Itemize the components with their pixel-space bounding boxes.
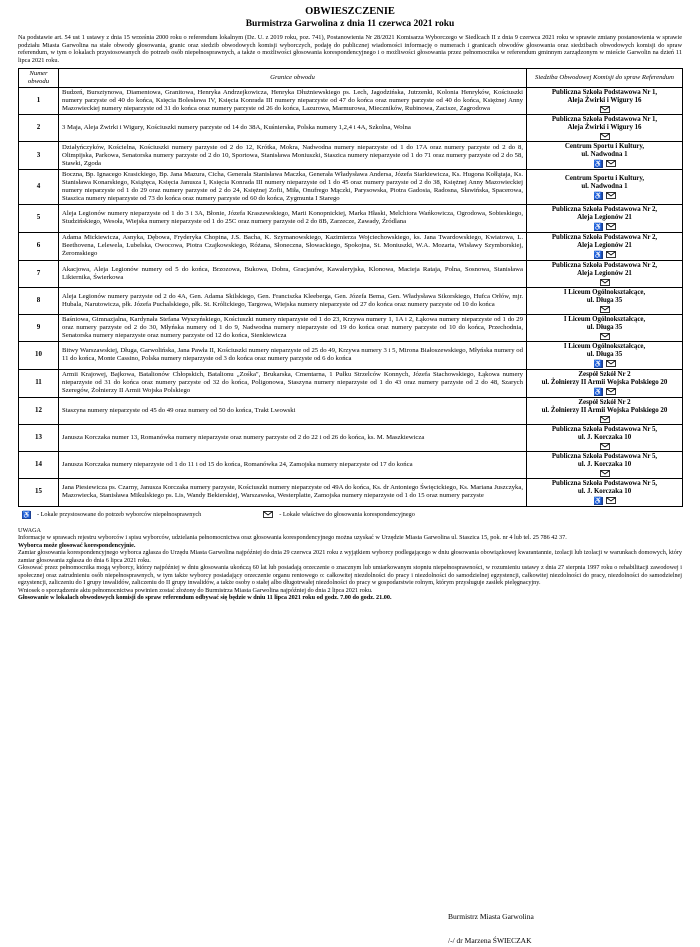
seat-name: I Liceum Ogólnokształcące,: [563, 315, 646, 323]
envelope-icon: [606, 223, 616, 230]
seat-name: I Liceum Ogólnokształcące,: [563, 288, 646, 296]
table-row: [19, 204, 683, 232]
wheelchair-icon: ♿: [593, 250, 603, 259]
seat-address: Aleja Legionów 21: [577, 241, 632, 249]
seat-name: Publiczna Szkoła Podstawowa Nr 5,: [551, 479, 658, 487]
seat-address: ul. J. Korczaka 10: [577, 433, 632, 441]
district-number: 14: [19, 451, 59, 478]
seat-address: ul. Żołnierzy II Armii Wojska Polskiego 20: [541, 378, 668, 386]
seat-name: Publiczna Szkoła Podstawowa Nr 2,: [551, 261, 658, 269]
envelope-icon: [606, 192, 616, 199]
table-header-row: [19, 69, 683, 88]
district-seat: [527, 369, 683, 397]
district-borders: Bitwy Warszawskiej, Długa, Garwolińska, Jana Pawła II, Kościuszki numery nieparzyste od 25 do 49, Krzywa numery 3 i 5, Mirona Białoszewskiego, Młyńska numery od 11 do końca, Monte Cassino, Polska numery nieparzyste od 3 do końca oraz numery parzyste od 6 do końca: [59, 341, 527, 369]
envelope-icon: [600, 106, 610, 113]
notes-proxy: Głosować przez pełnomocnika mogą wyborcy, którzy najpóźniej w dniu głosowania ukończą 60 lat lub posiadają orzeczenie o znacznym lub umiarkowanym stopniu niepełnosprawności, w rozumieniu ustawy z dnia 27 sierpnia 1997 roku o rehabilitacji zawodowej i społecznej oraz zatrudnieniu osób niepełnosprawnych, w tym także wyborcy posiadający orzeczenie organu rentowego o: całkowitej niezdolności do pracy i niezdolności do samodzielnej egzystencji, całkowitej niezdolności do pracy, niezdolności do samodzielnej egzystencji, zaliczeniu do I grupy inwalidów, zaliczeniu do II grupy inwalidów, a także osoby o stałej albo długotrwałej niezdolności do pracy w gospodarstwie rolnym, którym przysługuje zasiłek pielęgnacyjny.: [18, 564, 682, 587]
district-seat: [527, 88, 683, 115]
district-borders: Baśniowa, Gimnazjalna, Kardynała Stefana Wyszyńskiego, Kościuszki numery nieparzyste od 1 do 23, Krzywa numery 1, 1A i 2, Łąkowa numery nieparzyste od 1 do 29 oraz numery parzyste od 2 do 30, Młyńska numery od 1 do 9, Nadwodna numery nieparzyste od 19 do końca oraz numery parzyste od 10 do końca, Przechodnia, Senatorska numery nieparzyste oraz numery parzyste od 12 do końca, Sienkiewicza: [59, 314, 527, 341]
district-seat: [527, 397, 683, 424]
district-number: 7: [19, 260, 59, 287]
table-row: [19, 142, 683, 170]
table-row: [19, 232, 683, 260]
seat-address: Aleja Żwirki i Wigury 16: [567, 124, 642, 132]
legend-postal: - Lokale właściwe do głosowania korespondencyjnego: [279, 511, 415, 519]
district-number: 13: [19, 424, 59, 451]
seat-name: Publiczna Szkoła Podstawowa Nr 2,: [551, 205, 658, 213]
notes-info: Informacje w sprawach rejestru wyborców i spisu wyborców, udzielania pełnomocnictwa oraz głosowania korespondencyjnego można uzyskać w Urzędzie Miasta Garwolina ul. Staszica 15, pok. nr 4 lub tel. 25 786 42 37.: [18, 534, 567, 542]
seat-name: Zespół Szkół Nr 2: [578, 398, 631, 406]
envelope-icon: [600, 279, 610, 286]
envelope-icon: [606, 360, 616, 367]
district-seat: [527, 115, 683, 142]
district-number: 4: [19, 170, 59, 205]
seat-address: Aleja Żwirki i Wigury 16: [567, 97, 642, 105]
notes-voting-hours: Głosowanie w lokalach obwodowych komisji do spraw referendum odbywać się będzie w dniu 11 lipca 2021 roku od godz. 7.00 do godz. 21.00.: [18, 594, 392, 602]
seat-address: ul. Długa 35: [586, 323, 623, 331]
district-borders: Boczna, Bp. Ignacego Krasickiego, Bp. Jana Mazura, Cicha, Generała Stanisława Maczka, Generała Władysława Andersa, Józefa Siarkiewicza, Ks. Hugona Kołłątaja, Ks. Stanisława Konarskiego, Książęca, Księcia Janusza I, Księcia Konrada III numery nieparzyste od 1 do 45 oraz numery parzyste od 2 do 38, Księżnej Anny Mazowieckiej numery nieparzyste od 1 do 29 oraz numery parzyste od 2 do 24, Księżnej Zofii, Miła, Onufrego Mączki, Parysowska, Piotra Gadosia, Radosna, Sławińska, Spacerowa, Staszica numery nieparzyste od 73 do końca oraz numery parzyste od 60 do końca, Zygmunta I Starego: [59, 170, 527, 205]
header-borders: Granice obwodu: [59, 69, 527, 88]
notes-proxy-deadline: Wniosek o sporządzenie aktu pełnomocnictwa powinien zostać złożony do Burmistrza Miasta Garwolina najpóźniej do dnia 2 lipca 2021 roku.: [18, 586, 373, 594]
envelope-icon: [263, 511, 273, 518]
district-borders: 3 Maja, Aleja Żwirki i Wigury, Kościuszki numery parzyste od 14 do 38A, Kuśnierska, Polska numery 1,2,4 i 4A, Szkolna, Wolna: [59, 115, 527, 142]
district-number: 10: [19, 341, 59, 369]
district-seat: [527, 451, 683, 478]
district-borders: Jana Piesiewicza ps. Czarny, Janusza Korczaka numery parzyste, Kościuszki numery nieparzyste od 49A do końca, Ks. dr Antoniego Święcickiego, Ks. Mariana Juszczyka, Mazowiecka, Stanisława Mikulskiego ps. Lis, Wandy Bekierskiej, Warszawska, Westerplatte, Zamojska numery nieparzyste od 1 do 15 oraz numery parzyste: [59, 478, 527, 506]
signature-name: /-/ dr Marzena ŚWIECZAK: [448, 936, 532, 945]
district-seat: [527, 170, 683, 205]
table-row: [19, 287, 683, 314]
wheelchair-icon: ♿: [593, 160, 603, 169]
envelope-icon: [606, 497, 616, 504]
envelope-icon: [600, 416, 610, 423]
seat-icons: [530, 106, 679, 113]
district-seat: [527, 341, 683, 369]
seat-address: ul. Długa 35: [586, 296, 623, 304]
district-number: 1: [19, 88, 59, 115]
seat-address: ul. Żołnierzy II Armii Wojska Polskiego 20: [541, 406, 668, 414]
notes-section: [18, 527, 682, 602]
table-row: [19, 88, 683, 115]
seat-name: Centrum Sportu i Kultury,: [564, 174, 645, 182]
district-number: 2: [19, 115, 59, 142]
legend: [22, 511, 682, 519]
table-row: [19, 451, 683, 478]
seat-name: Publiczna Szkoła Podstawowa Nr 5,: [551, 452, 658, 460]
seat-address: Aleja Legionów 21: [577, 213, 632, 221]
seat-icons: [530, 443, 679, 450]
table-row: [19, 260, 683, 287]
seat-name: Centrum Sportu i Kultury,: [564, 143, 645, 151]
district-seat: [527, 260, 683, 287]
header-number: Numer obwodu: [19, 69, 59, 88]
seat-icons: [530, 223, 679, 231]
envelope-icon: [606, 388, 616, 395]
district-borders: Armii Krajowej, Bajkowa, Batalionów Chłopskich, Batalionu „Zośka", Brukarska, Cmentarna, 1 Pułku Strzelców Konnych, Józefa Stachowskiego, Łąkowa numery nieparzyste od 31 do końca oraz numery parzyste od 32 do końca, Poligonowa, Staszyna numery nieparzyste od 1 do 43 oraz numery parzyste od 2 do 48, Szarych Szeregów, Żołnierzy II Armii Wojska Polskiego: [59, 369, 527, 397]
seat-icons: [530, 160, 679, 168]
wheelchair-icon: ♿: [593, 222, 603, 231]
district-number: 12: [19, 397, 59, 424]
seat-icons: [530, 251, 679, 259]
announcement-page: [18, 0, 682, 945]
seat-address: ul. Długa 35: [586, 350, 623, 358]
wheelchair-icon: ♿: [22, 510, 31, 519]
district-seat: [527, 287, 683, 314]
seat-name: I Liceum Ogólnokształcące,: [563, 342, 646, 350]
district-number: 8: [19, 287, 59, 314]
district-number: 15: [19, 478, 59, 506]
table-row: [19, 397, 683, 424]
seat-name: Publiczna Szkoła Podstawowa Nr 1,: [551, 89, 658, 97]
district-seat: [527, 314, 683, 341]
table-row: [19, 369, 683, 397]
district-borders: Janusza Korczaka numer 13, Romanówka numery nieparzyste oraz numery parzyste od 2 do 22 i od 26 do końca, ks. M. Maszkiewicza: [59, 424, 527, 451]
district-seat: [527, 204, 683, 232]
seat-icons: [530, 279, 679, 286]
envelope-icon: [600, 333, 610, 340]
seat-address: ul. J. Korczaka 10: [577, 460, 632, 468]
district-seat: [527, 142, 683, 170]
envelope-icon: [600, 133, 610, 140]
district-number: 9: [19, 314, 59, 341]
district-borders: Aleja Legionów numery parzyste od 2 do 4A, Gen. Adama Skilskiego, Gen. Franciszka Kleeberga, Gen. Józefa Bema, Gen. Władysława Sikorskiego, Hufca Orłów, mjr. Hubala, Narutowicza, płk. Józefa Puchalskiego, płk. St. Królickiego, Targowa, Wiejska numery nieparzyste od 27 do końca oraz numery parzyste od 10 do końca: [59, 287, 527, 314]
seat-icons: [530, 306, 679, 313]
table-body: [19, 88, 683, 507]
district-seat: [527, 478, 683, 506]
district-number: 11: [19, 369, 59, 397]
district-borders: Janusza Korczaka numery nieparzyste od 1 do 11 i od 15 do końca, Romanówka 24, Zamojska numery nieparzyste od 17 do końca: [59, 451, 527, 478]
wheelchair-icon: ♿: [593, 191, 603, 200]
wheelchair-icon: ♿: [593, 496, 603, 505]
seat-icons: [530, 192, 679, 200]
district-seat: [527, 232, 683, 260]
notes-postal-allowed: Wyborca może głosować korespondencyjnie.: [18, 541, 136, 549]
table-row: [19, 478, 683, 506]
seat-name: Publiczna Szkoła Podstawowa Nr 2,: [551, 233, 658, 241]
seat-name: Zespół Szkół Nr 2: [578, 370, 631, 378]
wheelchair-icon: ♿: [593, 359, 603, 368]
district-borders: Akacjowa, Aleja Legionów numery od 5 do końca, Brzozowa, Bukowa, Dobra, Gracjanów, Kawaleryjska, Klonowa, Macieja Rataja, Polna, Sosnowa, Stanisława Likiernika, Świerkowa: [59, 260, 527, 287]
seat-icons: [530, 497, 679, 505]
seat-name: Publiczna Szkoła Podstawowa Nr 5,: [551, 425, 658, 433]
district-borders: Budzeń, Bursztynowa, Diamentowa, Granitowa, Henryka Andrzejkowicza, Henryka Dłużniewskiego ps. Lech, Jagodzińska, Jutrzenki, Kolonia Henryków, Kościuszki numery parzyste od 40 do końca, Księcia Bolesława IV, Księcia Konrada III numery nieparzyste od 47 do końca oraz numery parzyste od 40 do końca, Księżnej Anny Mazowieckiej numery nieparzyste od 31 do końca oraz numery parzyste od 26 do końca, Lazurowa, Marmurowa, Mieczników, Rubinowa, Zacisze, Zagrodowa: [59, 88, 527, 115]
envelope-icon: [600, 306, 610, 313]
district-number: 5: [19, 204, 59, 232]
districts-table: [18, 68, 683, 506]
envelope-icon: [600, 443, 610, 450]
table-row: [19, 341, 683, 369]
seat-address: Aleja Legionów 21: [577, 269, 632, 277]
header-seat: Siedziba Obwodowej Komisji do spraw Referendum: [527, 69, 683, 88]
seat-icons: [530, 360, 679, 368]
page-title: OBWIESZCZENIE: [305, 6, 395, 17]
table-row: [19, 170, 683, 205]
seat-icons: [530, 333, 679, 340]
seat-icons: [530, 416, 679, 423]
seat-icons: [530, 470, 679, 477]
seat-icons: [530, 388, 679, 396]
envelope-icon: [606, 160, 616, 167]
signature-role: Burmistrz Miasta Garwolina: [448, 912, 534, 921]
notes-heading: UWAGA: [18, 526, 42, 534]
table-row: [19, 424, 683, 451]
seat-address: ul. Nadwodna 1: [581, 182, 628, 190]
notes-postal-deadline: Zamiar głosowania korespondencyjnego wyborca zgłasza do Urzędu Miasta Garwolina najpóźniej do dnia 29 czerwca 2021 roku z wyjątkiem wyborcy podlegającego w dniu głosowania obowiązkowej kwarantannie, izolacji lub izolacji w warunkach domowych, który zamiar głosowania zgłasza do dnia 6 lipca 2021 roku.: [18, 549, 682, 564]
wheelchair-icon: ♿: [593, 387, 603, 396]
district-borders: Aleja Legionów numery nieparzyste od 1 do 3 i 3A, Błonie, Józefa Kraszewskiego, Marii Konopnickiej, Marka Hłaski, Melchiora Wańkowicza, Ogrodowa, Sobieskiego, Studzińskiego, Wesoła, Wiejska numery nieparzyste od 1 do 25C oraz numery parzyste od 2 do 8B, Zarzecze, Zawady, Źródlana: [59, 204, 527, 232]
district-number: 3: [19, 142, 59, 170]
envelope-icon: [606, 251, 616, 258]
district-seat: [527, 424, 683, 451]
page-subtitle: Burmistrza Garwolina z dnia 11 czerwca 2021 roku: [245, 19, 455, 29]
intro-paragraph: Na podstawie art. 54 ust 1 ustawy z dnia 15 września 2000 roku o referendum lokalnym (Dz. U. z 2019 roku, poz. 741), Postanowienia Nr 28/2021 Komisarza Wyborczego w Siedlcach II z dnia 9 czerwca 2021 roku w sprawie zmiany postanowienia w sprawie podziału Miasta Garwolina na stałe obwody głosowania, granic oraz siedzib obwodowych komisji wyborczych, podaję do publicznej wiadomości informację o numerach i granicach obwodów głosowania oraz siedzibach obwodowych komisji do spraw referendum, w tym o lokalach przystosowanych do potrzeb osób niepełnosprawnych, a także o możliwości głosowania korespondencyjnego i o możliwości głosowania przez pełnomocnika w referendum gminnym zarządzonym w mieście Garwolin na dzień 11 lipca 2021 roku.: [18, 34, 682, 64]
seat-icons: [530, 133, 679, 140]
district-borders: Adama Mickiewicza, Asnyka, Dębowa, Fryderyka Chopina, J.S. Bacha, K. Szymanowskiego, Kazimierza Wojciechowskiego, ks. Jana Twardowskiego, Kwiatowa, L. Beethovena, Lelewela, Lubelska, Owocowa, Piotra Czajkowskiego, Różana, Słoneczna, Słowackiego, Spokojna, St. Moniuszki, W.A. Mozarta, Wisławy Szymborskiej, Żeromskiego: [59, 232, 527, 260]
legend-accessible: - Lokale przystosowane do potrzeb wyborców niepełnosprawnych: [37, 511, 202, 519]
seat-name: Publiczna Szkoła Podstawowa Nr 1,: [551, 116, 658, 124]
seat-address: ul. Nadwodna 1: [581, 151, 628, 159]
district-number: 6: [19, 232, 59, 260]
seat-address: ul. J. Korczaka 10: [577, 487, 632, 495]
table-row: [19, 115, 683, 142]
district-borders: Działyńczyków, Kościelna, Kościuszki numery parzyste od 2 do 12, Krótka, Mokra, Nadwodna numery nieparzyste od 1 do 17A oraz numery parzyste od 2 do 8, Olimpijska, Parkowa, Senatorska numery parzyste od 2 do 10, Sportowa, Stanisława Moniuszki, Staszica numery nieparzyste od 1 do 71 oraz numery parzyste od 2 do 58, Stawki, Zgoda: [59, 142, 527, 170]
table-row: [19, 314, 683, 341]
envelope-icon: [600, 470, 610, 477]
district-borders: Staszyna numery nieparzyste od 45 do 49 oraz numery od 50 do końca, Trakt Lwowski: [59, 397, 527, 424]
